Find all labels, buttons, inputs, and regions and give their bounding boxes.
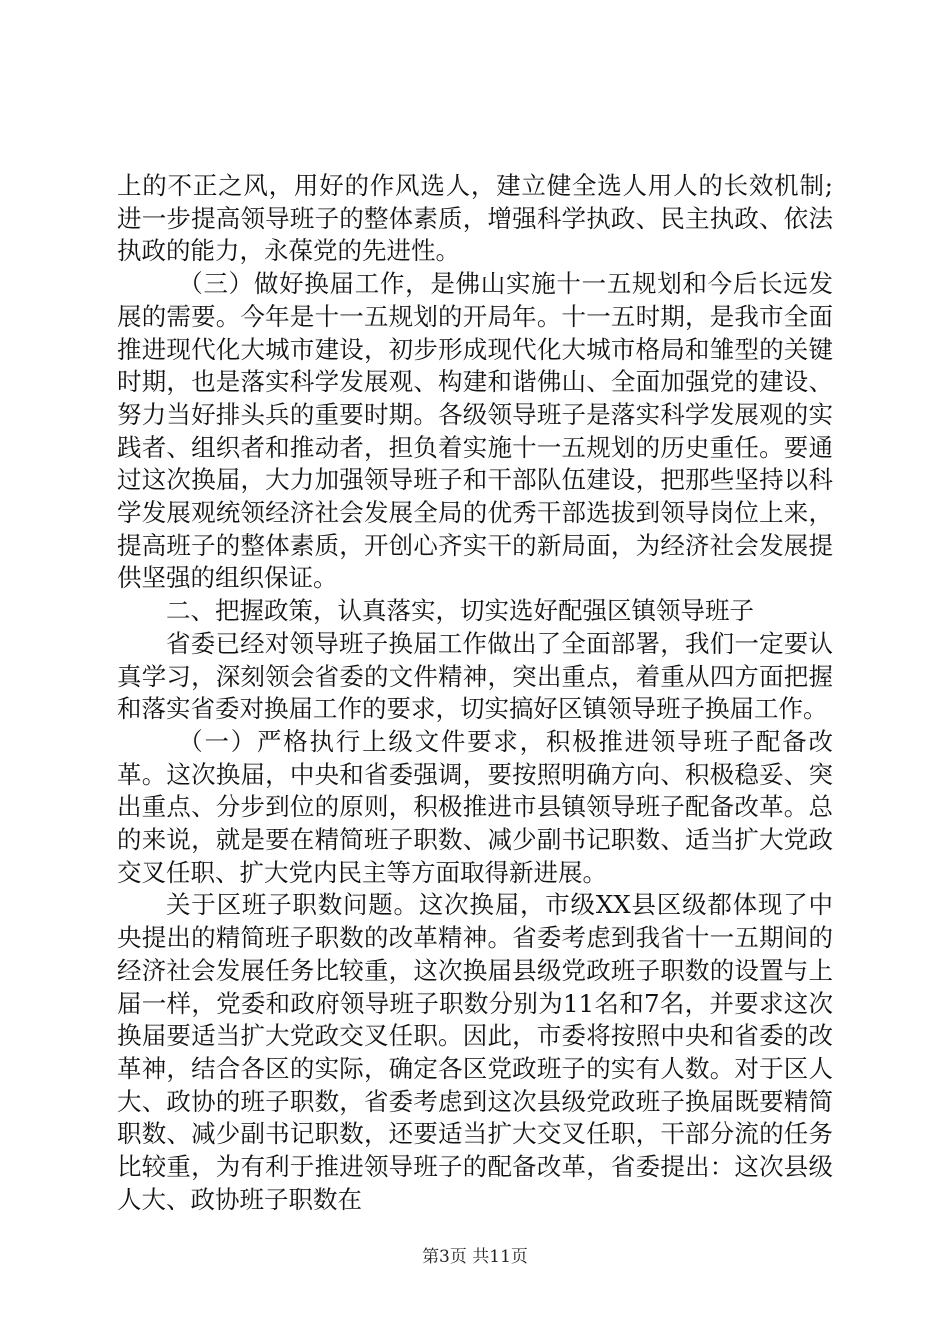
paragraph-continuation: 上的不正之风，用好的作风选人，建立健全选人用人的长效机制;进一步提高领导班子的整体素质，增强科学执政、民主执政、依法执政的能力，永葆党的先进性。: [117, 171, 833, 266]
paragraph-team-size: 关于区班子职数问题。这次换届，市级XX县区级都体现了中央提出的精简班子职数的改革精神。省委考虑到我省十一五期间的经济社会发展任务比较重，这次换届县级党政班子职数的设置与上届一样，党委和政府领导班子职数分别为11名和7名，并要求这次换届要适当扩大党政交叉任职。因此，市委将按照中央和省委的改革神，结合各区的实际，确定各区党政班子的实有人数。对于区人大、政协的班子职数，省委考虑到这次县级党政班子换届既要精简职数、减少副书记职数，还要适当扩大交叉任职，干部分流的任务比较重，为有利于推进领导班子的配备改革，省委提出：这次县级人大、政协班子职数在: [117, 890, 833, 1214]
document-body: [117, 170, 833, 1217]
paragraph-provincial-deployment: 省委已经对领导班子换届工作做出了全面部署，我们一定要认真学习，深刻领会省委的文件精神，突出重点，着重从四方面把握和落实省委对换届工作的要求，切实搞好区镇领导班子换届工作。: [117, 628, 833, 724]
section-heading-two: 二、把握政策，认真落实，切实选好配强区镇领导班子: [166, 596, 754, 626]
paragraph-section-one: （一）严格执行上级文件要求，积极推进领导班子配备改革。这次换届，中央和省委强调，要按照明确方向、积极稳妥、突出重点、分步到位的原则，积极推进市县镇领导班子配备改革。总的来说，就是要在精简班子职数、减少副书记职数、适当扩大党政交叉任职、扩大党内民主等方面取得新进展。: [117, 726, 833, 887]
page-footer: 第3页 共11页: [422, 1247, 528, 1267]
paragraph-section-three: （三）做好换届工作，是佛山实施十一五规划和今后长远发展的需要。今年是十一五规划的开局年。十一五时期，是我市全面推进现代化大城市建设，初步形成现代化大城市格局和雏型的关键时期，也是落实科学发展观、构建和谐佛山、全面加强党的建设、努力当好排头兵的重要时期。各级领导班子是落实科学发展观的实践者、组织者和推动者，担负着实施十一五规划的历史重任。要通过这次换届，大力加强领导班子和干部队伍建设，把那些坚持以科学发展观统领经济社会发展全局的优秀干部选拔到领导岗位上来，提高班子的整体素质，开创心齐实干的新局面，为经济社会发展提供坚强的组织保证。: [117, 269, 833, 593]
